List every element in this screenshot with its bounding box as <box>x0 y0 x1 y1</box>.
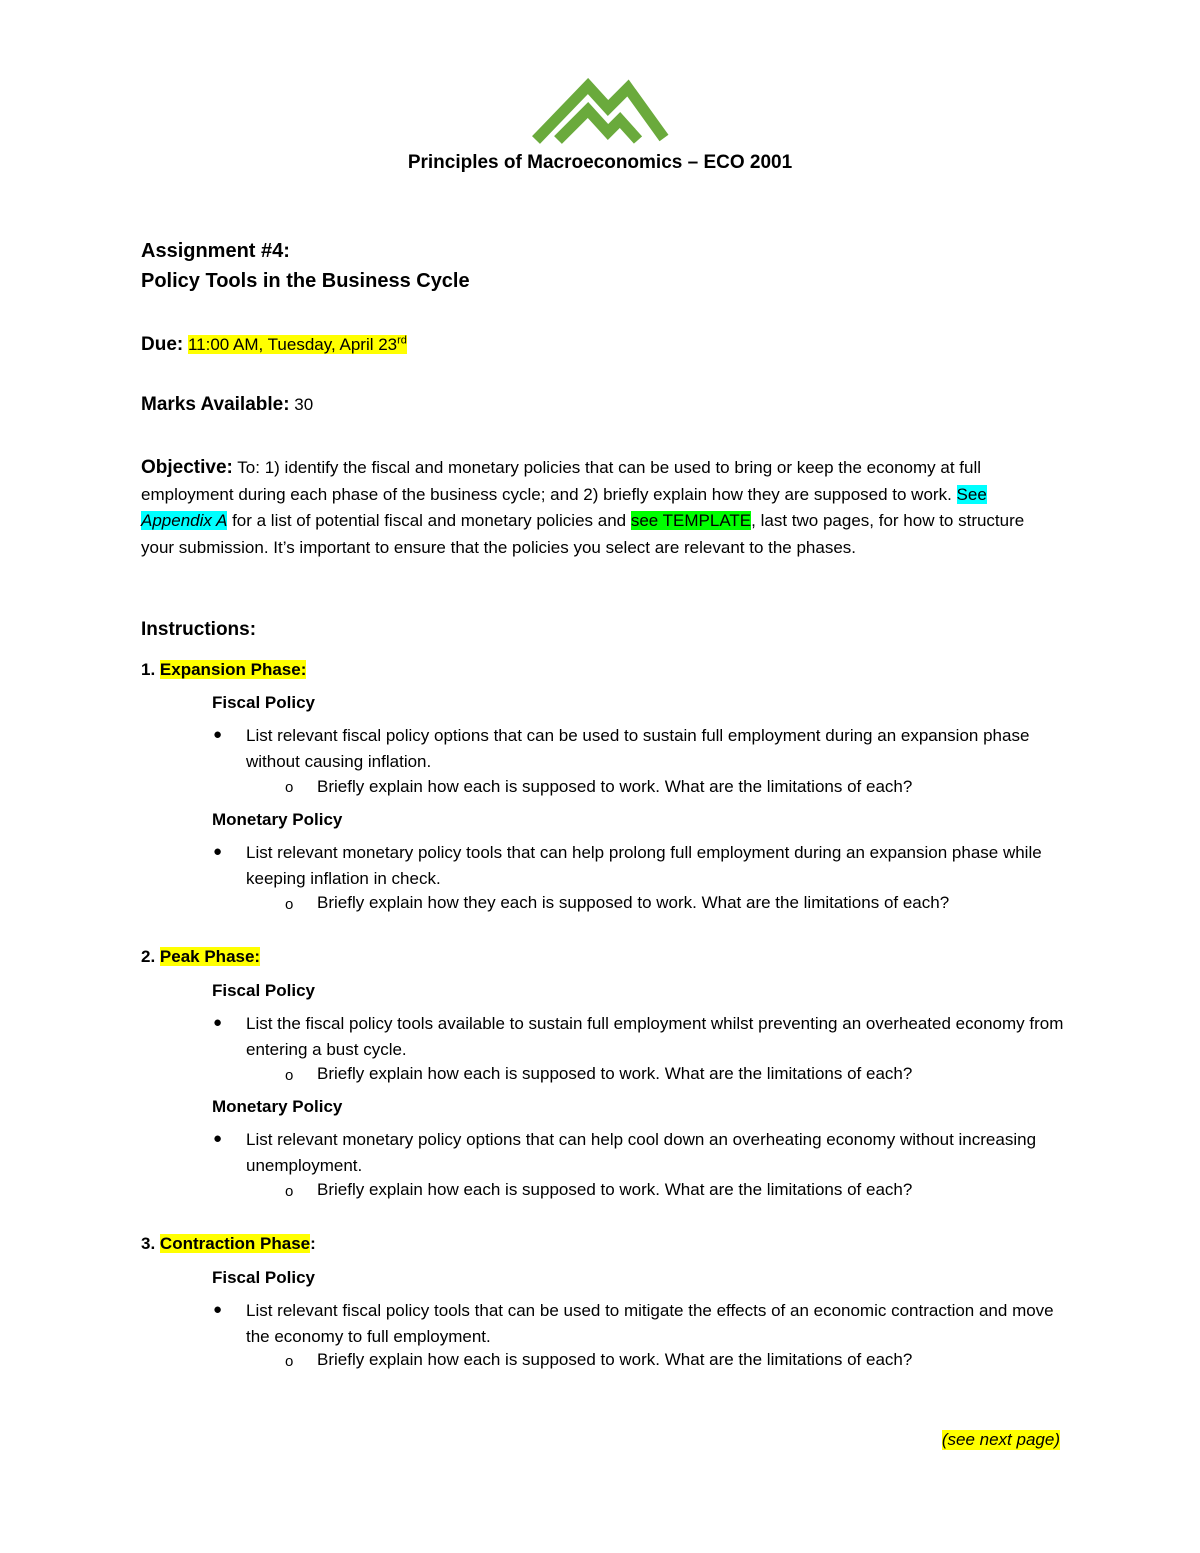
see-next-page-note: (see next page) <box>941 1430 1060 1449</box>
due-line <box>141 334 407 356</box>
phase-2-monetary-sub: Briefly explain how each is supposed to work. What are the limitations of each? <box>317 1180 913 1199</box>
bullet-icon: ● <box>213 726 223 743</box>
template-reference: see TEMPLATE <box>630 511 752 530</box>
phase-2-monetary-heading: Monetary Policy <box>212 1097 343 1116</box>
phase-3-fiscal-heading: Fiscal Policy <box>212 1268 315 1287</box>
assignment-title: Policy Tools in the Business Cycle <box>141 270 470 292</box>
sub-bullet-icon: o <box>285 1353 294 1370</box>
assignment-number: Assignment #4: <box>141 240 290 262</box>
mountain-logo <box>478 78 718 144</box>
objective-paragraph: Objective: To: 1) identify the fiscal and monetary policies that can be used to bring or keep the economy at full employment during each phase of the business cycle; and 2) briefly explain how they are supposed to work. See Appendix A for a list of potential fiscal and monetary policies and see TEMPLATE, last two pages, for how to structure your submission. It’s important to ensure that the policies you select are relevant to the phases. <box>141 457 1025 557</box>
phase-1-fiscal-heading: Fiscal Policy <box>212 693 315 712</box>
marks-line <box>141 394 313 416</box>
sub-bullet-icon: o <box>285 1067 294 1084</box>
phase-3-heading: 3. Contraction Phase: <box>141 1234 316 1253</box>
phase-2-monetary-bullet: List relevant monetary policy options that can help cool down an overheating economy without increasing unemployment. <box>246 1130 1037 1175</box>
phase-1-monetary-sub: Briefly explain how they each is supposed to work. What are the limitations of each? <box>317 893 950 912</box>
sub-bullet-icon: o <box>285 1183 294 1200</box>
phase-1-monetary-bullet: List relevant monetary policy tools that can help prolong full employment during an expansion phase while keeping inflation in check. <box>246 843 1042 888</box>
phase-1-fiscal-sub: Briefly explain how each is supposed to work. What are the limitations of each? <box>317 777 913 796</box>
course-title: Principles of Macroeconomics – ECO 2001 <box>407 152 793 173</box>
appendix-reference: See Appendix A <box>141 484 987 530</box>
bullet-icon: ● <box>213 1014 223 1031</box>
objective-label: Objective: <box>141 457 233 478</box>
phase-2-heading: 2. Peak Phase: <box>141 947 261 966</box>
due-label: Due: <box>141 334 184 355</box>
bullet-icon: ● <box>213 1130 223 1147</box>
phase-3-fiscal-sub: Briefly explain how each is supposed to work. What are the limitations of each? <box>317 1350 913 1369</box>
sub-bullet-icon: o <box>285 779 294 796</box>
phase-1-heading: 1. Expansion Phase: <box>141 660 307 679</box>
bullet-icon: ● <box>213 843 223 860</box>
marks-value: 30 <box>294 395 314 414</box>
phase-3-fiscal-bullet: List relevant fiscal policy tools that can be used to mitigate the effects of an economic contraction and move the economy to full employment. <box>246 1301 1054 1346</box>
sub-bullet-icon: o <box>285 896 294 913</box>
phase-2-fiscal-heading: Fiscal Policy <box>212 981 315 1000</box>
phase-2-fiscal-bullet: List the fiscal policy tools available to sustain full employment whilst preventing an overheated economy from entering a bust cycle. <box>246 1014 1064 1059</box>
due-date: 11:00 AM, Tuesday, April 23rd <box>187 334 407 354</box>
marks-label: Marks Available: <box>141 394 290 415</box>
instructions-heading: Instructions: <box>141 619 257 640</box>
phase-2-fiscal-sub: Briefly explain how each is supposed to work. What are the limitations of each? <box>317 1064 913 1083</box>
bullet-icon: ● <box>213 1301 223 1318</box>
phase-1-monetary-heading: Monetary Policy <box>212 810 343 829</box>
phase-1-fiscal-bullet: List relevant fiscal policy options that can be used to sustain full employment during an expansion phase without causing inflation. <box>246 726 1030 771</box>
